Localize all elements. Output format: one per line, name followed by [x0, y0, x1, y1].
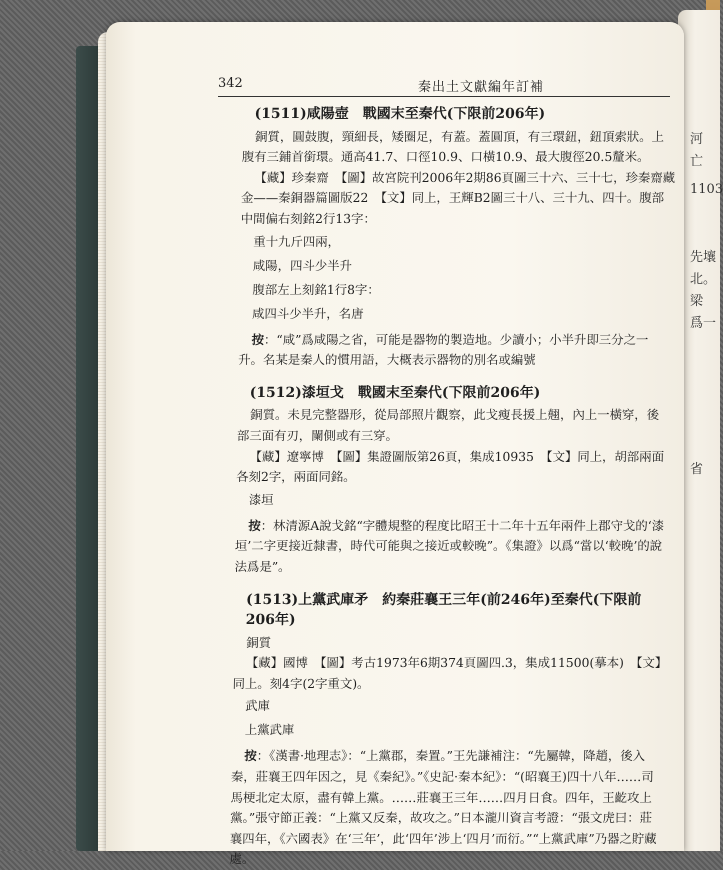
next-page-text: 爲一: [690, 316, 717, 331]
entry-sources: 【藏】珍秦齋 【圖】故宮院刊2006年2期86頁圖三十六、三十七，珍秦齋藏金——秦銅器篇圖版22 【文】同上，王輝B2圖三十八、三十九、四十。腹部中間偏右刻銘2行13字：: [240, 169, 676, 226]
entry-note: [238, 330, 673, 371]
next-page-text: 省: [690, 462, 704, 477]
next-page-text: 1103: [690, 182, 723, 197]
entry-title: (1513)上黨武庫矛 約秦莊襄王三年(前246年)至秦代(下限前206年): [245, 591, 642, 629]
entry-description: 銅質，圓鼓腹，頸細長，矮圈足，有蓋。蓋圓頂，有三環鈕，鈕頂索狀。上腹有三鋪首銜環。通高41.7、口徑10.9、口橫10.9、最大腹徑20.5釐米。: [241, 128, 665, 165]
inscription-line: 咸陽，四斗少半升: [252, 257, 353, 273]
next-page-text: 先壤: [690, 250, 717, 265]
running-header: [218, 76, 670, 97]
inscription-line: 漆垣: [248, 491, 274, 507]
next-page-text: 河: [690, 132, 704, 147]
note-text: ：“咸”爲咸陽之省，可能是器物的製造地。少讀小；小半升即三分之一升。名某是秦人的慣用語，大概表示器物的別名或編號: [238, 331, 649, 368]
header-title: 秦出土文獻編年訂補: [418, 80, 545, 95]
next-page-text: 北。: [690, 272, 717, 287]
inscription-line: 上黨武庫: [244, 722, 295, 738]
next-page-text: 亡: [690, 154, 704, 169]
note-text: ：林清源A說戈銘“字體規整的程度比昭王十二年十五年兩件上郡守戈的‘漆垣’二字更接近隸書，時代可能與之接近或較晚”。《集證》以爲“當以‘較晚’的說法爲是”。: [234, 517, 665, 574]
entry-title: (1512)漆垣戈 戰國末至秦代(下限前206年): [249, 384, 541, 401]
note-label: 按: [251, 331, 265, 347]
page-number: 342: [218, 76, 243, 91]
entry-title: (1511)咸陽壺 戰國末至秦代(下限前206年): [254, 106, 546, 122]
page-content: [229, 104, 676, 870]
entry-sources: 【藏】國博 【圖】考古1973年6期374頁圖四.3，集成11500(摹本) 【文】同上。刻4字(2字重文)。: [232, 655, 662, 691]
inscription-line: 咸四斗少半升，名唐: [251, 305, 364, 321]
note-label: 按: [244, 748, 257, 764]
entry-description: 銅質。未見完整器形，從局部照片觀察，此戈瘦長援上翹，內上一橫穿，後部三面有刃，闌側或有三穿。: [236, 407, 660, 443]
note-label: 按: [248, 517, 261, 533]
inscription-line: 腹部左上刻銘1行8字：: [252, 281, 380, 297]
next-page-edge: [678, 10, 723, 851]
entry-sources: 【藏】遼寧博 【圖】集證圖版第26頁，集成10935 【文】同上，胡部兩面各刻2字，兩面同銘。: [236, 448, 665, 485]
inscription-line: 重十九斤四兩，: [253, 233, 341, 249]
note-text: ：《漢書·地理志》：“上黨郡，秦置。”王先謙補注：“先屬韓，降趙，後入秦，莊襄王四年因之，見《秦紀》。”《史記·秦本紀》：“(昭襄王)四十八年……司馬梗北定太原，盡有韓上黨。……莊襄王三年……四月日食。四年，王齕攻上黨。”張守節正義：“上黨又反秦，故攻之。”日本瀧川資言考證：“張文虎曰：莊襄四年，《六國表》在‘三年’，此‘四年’涉上‘四月’而衍。”“上黨武庫”乃器之貯藏處。: [229, 748, 657, 867]
inscription-line: 武庫: [245, 698, 271, 714]
entry-description: 銅質: [246, 634, 272, 650]
next-page-text: 梁: [690, 294, 704, 309]
entry-note: [229, 746, 665, 870]
entry-note: [234, 516, 669, 578]
